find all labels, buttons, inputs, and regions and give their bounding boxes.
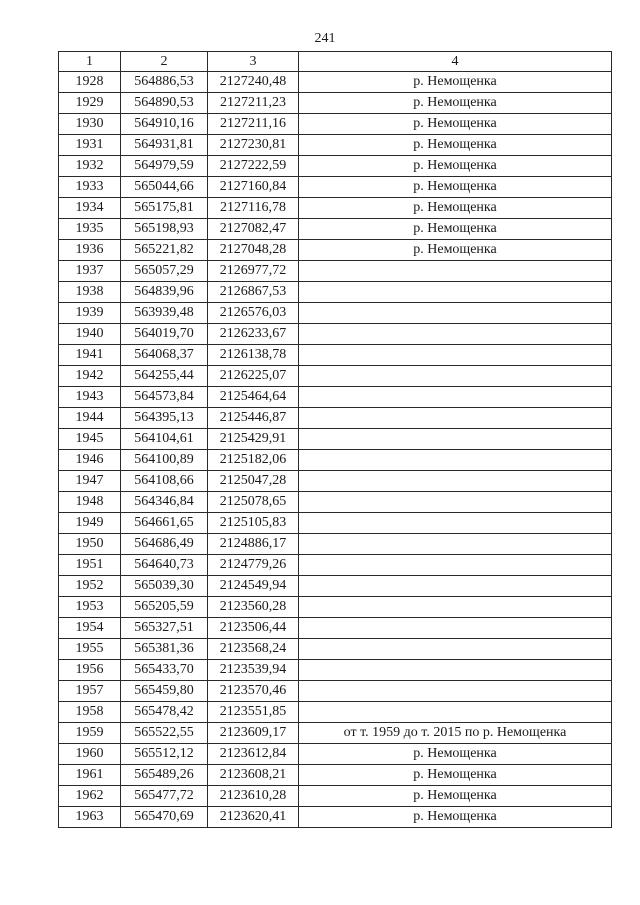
x-coordinate-cell: 564686,49 [121,534,208,555]
point-number-cell: 1957 [59,681,121,702]
table-row [59,219,612,240]
y-coordinate-cell: 2126138,78 [208,345,299,366]
table-body [59,72,612,828]
description-cell [299,576,612,597]
description-cell [299,702,612,723]
y-coordinate-cell: 2125446,87 [208,408,299,429]
point-number-cell: 1950 [59,534,121,555]
table-row [59,639,612,660]
table-row [59,93,612,114]
x-coordinate-cell: 565221,82 [121,240,208,261]
y-coordinate-cell: 2123506,44 [208,618,299,639]
table-row [59,303,612,324]
table-row [59,156,612,177]
point-number-cell: 1959 [59,723,121,744]
y-coordinate-cell: 2125464,64 [208,387,299,408]
y-coordinate-cell: 2125429,91 [208,429,299,450]
description-cell: от т. 1959 до т. 2015 по р. Немощенка [299,723,612,744]
description-cell [299,387,612,408]
y-coordinate-cell: 2127116,78 [208,198,299,219]
description-cell: р. Немощенка [299,177,612,198]
table-row [59,807,612,828]
description-cell [299,597,612,618]
point-number-cell: 1936 [59,240,121,261]
point-number-cell: 1928 [59,72,121,93]
y-coordinate-cell: 2126977,72 [208,261,299,282]
x-coordinate-cell: 564395,13 [121,408,208,429]
y-coordinate-cell: 2123609,17 [208,723,299,744]
x-coordinate-cell: 564979,59 [121,156,208,177]
table-header-row [59,52,612,72]
y-coordinate-cell: 2127211,16 [208,114,299,135]
description-cell [299,618,612,639]
description-cell [299,303,612,324]
column-header-x: 2 [121,52,208,72]
x-coordinate-cell: 564910,16 [121,114,208,135]
point-number-cell: 1956 [59,660,121,681]
table-row [59,135,612,156]
description-cell [299,639,612,660]
description-cell: р. Немощенка [299,219,612,240]
point-number-cell: 1946 [59,450,121,471]
table-row [59,324,612,345]
description-cell [299,471,612,492]
point-number-cell: 1947 [59,471,121,492]
table-row [59,618,612,639]
point-number-cell: 1939 [59,303,121,324]
description-cell [299,534,612,555]
point-number-cell: 1941 [59,345,121,366]
table-row [59,366,612,387]
point-number-cell: 1958 [59,702,121,723]
table-row [59,513,612,534]
y-coordinate-cell: 2123620,41 [208,807,299,828]
description-cell [299,513,612,534]
table-row [59,72,612,93]
x-coordinate-cell: 565478,42 [121,702,208,723]
x-coordinate-cell: 564573,84 [121,387,208,408]
y-coordinate-cell: 2124549,94 [208,576,299,597]
x-coordinate-cell: 564104,61 [121,429,208,450]
table-row [59,744,612,765]
x-coordinate-cell: 565198,93 [121,219,208,240]
description-cell: р. Немощенка [299,135,612,156]
y-coordinate-cell: 2125078,65 [208,492,299,513]
description-cell [299,450,612,471]
point-number-cell: 1953 [59,597,121,618]
point-number-cell: 1949 [59,513,121,534]
y-coordinate-cell: 2126225,07 [208,366,299,387]
table-row [59,114,612,135]
table-row [59,198,612,219]
description-cell [299,492,612,513]
point-number-cell: 1930 [59,114,121,135]
x-coordinate-cell: 565512,12 [121,744,208,765]
table-row [59,450,612,471]
x-coordinate-cell: 564100,89 [121,450,208,471]
table-row [59,261,612,282]
description-cell: р. Немощенка [299,807,612,828]
point-number-cell: 1934 [59,198,121,219]
point-number-cell: 1940 [59,324,121,345]
x-coordinate-cell: 564890,53 [121,93,208,114]
point-number-cell: 1942 [59,366,121,387]
point-number-cell: 1963 [59,807,121,828]
y-coordinate-cell: 2127082,47 [208,219,299,240]
point-number-cell: 1938 [59,282,121,303]
point-number-cell: 1954 [59,618,121,639]
table-row [59,576,612,597]
x-coordinate-cell: 565489,26 [121,765,208,786]
description-cell [299,324,612,345]
table-row [59,723,612,744]
y-coordinate-cell: 2123551,85 [208,702,299,723]
x-coordinate-cell: 564346,84 [121,492,208,513]
y-coordinate-cell: 2127230,81 [208,135,299,156]
description-cell: р. Немощенка [299,93,612,114]
y-coordinate-cell: 2125047,28 [208,471,299,492]
description-cell [299,366,612,387]
description-cell [299,261,612,282]
description-cell: р. Немощенка [299,240,612,261]
point-number-cell: 1955 [59,639,121,660]
description-cell: р. Немощенка [299,72,612,93]
x-coordinate-cell: 565057,29 [121,261,208,282]
column-header-description: 4 [299,52,612,72]
y-coordinate-cell: 2124886,17 [208,534,299,555]
x-coordinate-cell: 565381,36 [121,639,208,660]
point-number-cell: 1932 [59,156,121,177]
y-coordinate-cell: 2123560,28 [208,597,299,618]
column-header-number: 1 [59,52,121,72]
description-cell: р. Немощенка [299,198,612,219]
table-row [59,534,612,555]
description-cell: р. Немощенка [299,786,612,807]
description-cell [299,660,612,681]
x-coordinate-cell: 564019,70 [121,324,208,345]
table-row [59,492,612,513]
point-number-cell: 1929 [59,93,121,114]
y-coordinate-cell: 2126867,53 [208,282,299,303]
table-row [59,177,612,198]
table-row [59,429,612,450]
y-coordinate-cell: 2127160,84 [208,177,299,198]
point-number-cell: 1944 [59,408,121,429]
y-coordinate-cell: 2126233,67 [208,324,299,345]
description-cell: р. Немощенка [299,114,612,135]
description-cell: р. Немощенка [299,765,612,786]
x-coordinate-cell: 565477,72 [121,786,208,807]
table-row [59,597,612,618]
point-number-cell: 1960 [59,744,121,765]
table-row [59,765,612,786]
y-coordinate-cell: 2123612,84 [208,744,299,765]
x-coordinate-cell: 564255,44 [121,366,208,387]
description-cell [299,345,612,366]
x-coordinate-cell: 564839,96 [121,282,208,303]
description-cell [299,555,612,576]
x-coordinate-cell: 565433,70 [121,660,208,681]
x-coordinate-cell: 564068,37 [121,345,208,366]
description-cell [299,282,612,303]
x-coordinate-cell: 565459,80 [121,681,208,702]
table-row [59,681,612,702]
table-row [59,387,612,408]
x-coordinate-cell: 565039,30 [121,576,208,597]
point-number-cell: 1943 [59,387,121,408]
point-number-cell: 1933 [59,177,121,198]
x-coordinate-cell: 565044,66 [121,177,208,198]
y-coordinate-cell: 2124779,26 [208,555,299,576]
point-number-cell: 1937 [59,261,121,282]
table-row [59,555,612,576]
x-coordinate-cell: 564931,81 [121,135,208,156]
y-coordinate-cell: 2127048,28 [208,240,299,261]
table-row [59,471,612,492]
point-number-cell: 1951 [59,555,121,576]
point-number-cell: 1961 [59,765,121,786]
coordinates-table [58,51,612,828]
x-coordinate-cell: 565470,69 [121,807,208,828]
x-coordinate-cell: 564661,65 [121,513,208,534]
x-coordinate-cell: 565175,81 [121,198,208,219]
table-row [59,345,612,366]
y-coordinate-cell: 2123539,94 [208,660,299,681]
y-coordinate-cell: 2125182,06 [208,450,299,471]
y-coordinate-cell: 2127211,23 [208,93,299,114]
description-cell: р. Немощенка [299,744,612,765]
y-coordinate-cell: 2123570,46 [208,681,299,702]
point-number-cell: 1935 [59,219,121,240]
table-row [59,408,612,429]
x-coordinate-cell: 565327,51 [121,618,208,639]
y-coordinate-cell: 2123568,24 [208,639,299,660]
description-cell: р. Немощенка [299,156,612,177]
x-coordinate-cell: 564108,66 [121,471,208,492]
point-number-cell: 1945 [59,429,121,450]
table-row [59,240,612,261]
y-coordinate-cell: 2123608,21 [208,765,299,786]
table-row [59,660,612,681]
column-header-y: 3 [208,52,299,72]
point-number-cell: 1931 [59,135,121,156]
page-number: 241 [314,31,336,46]
x-coordinate-cell: 564640,73 [121,555,208,576]
y-coordinate-cell: 2127240,48 [208,72,299,93]
point-number-cell: 1952 [59,576,121,597]
point-number-cell: 1962 [59,786,121,807]
y-coordinate-cell: 2127222,59 [208,156,299,177]
table-row [59,786,612,807]
y-coordinate-cell: 2123610,28 [208,786,299,807]
point-number-cell: 1948 [59,492,121,513]
description-cell [299,681,612,702]
x-coordinate-cell: 563939,48 [121,303,208,324]
table-row [59,702,612,723]
x-coordinate-cell: 564886,53 [121,72,208,93]
table-row [59,282,612,303]
y-coordinate-cell: 2125105,83 [208,513,299,534]
x-coordinate-cell: 565522,55 [121,723,208,744]
y-coordinate-cell: 2126576,03 [208,303,299,324]
description-cell [299,429,612,450]
description-cell [299,408,612,429]
x-coordinate-cell: 565205,59 [121,597,208,618]
